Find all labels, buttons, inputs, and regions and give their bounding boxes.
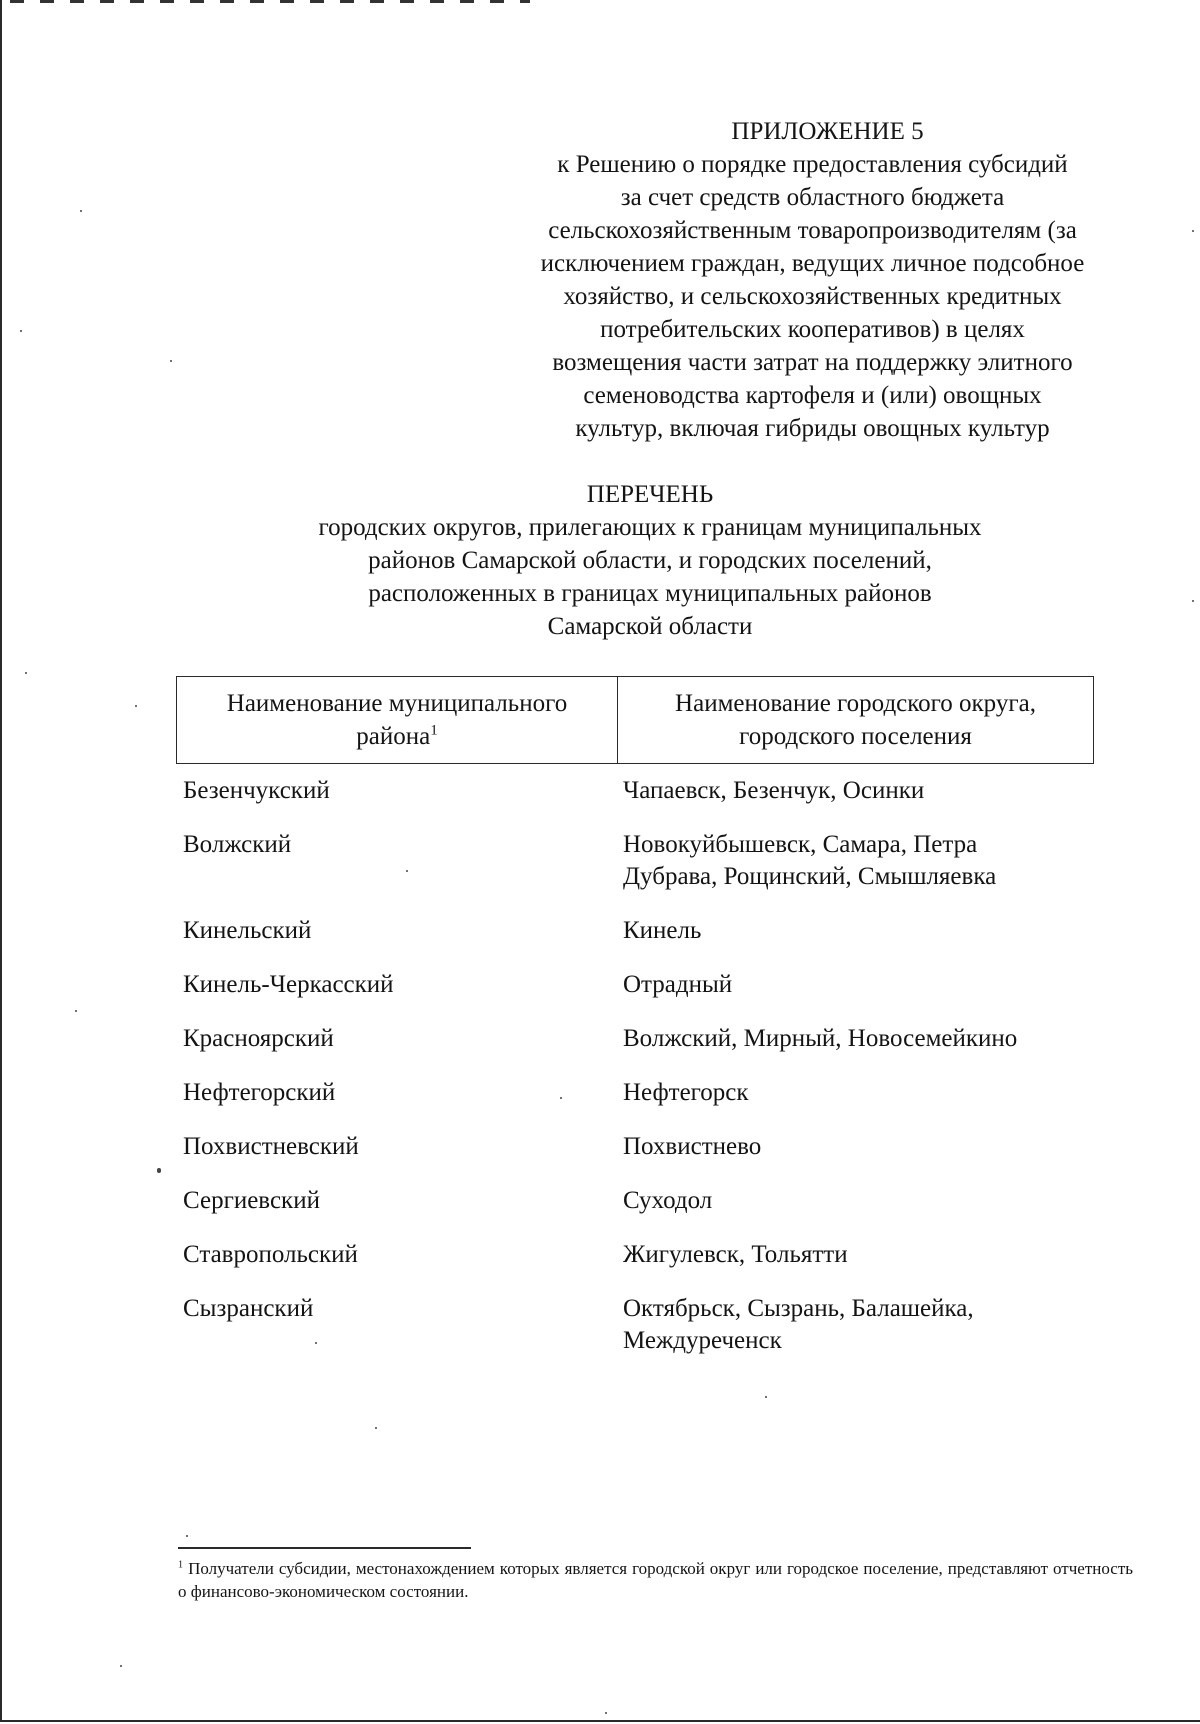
list-title-line: районов Самарской области, и городских поселений, xyxy=(368,547,932,574)
list-title-line: расположенных в границах муниципальных районов xyxy=(368,580,932,607)
table-row xyxy=(183,1077,1103,1109)
city-list xyxy=(623,1293,1103,1357)
scan-speck xyxy=(170,360,172,362)
table-row xyxy=(183,1293,1103,1357)
district-name: Волжский xyxy=(183,831,292,858)
district-name: Кинель-Черкасский xyxy=(183,971,394,998)
district-name: Безенчукский xyxy=(183,777,330,804)
city-list xyxy=(623,1185,1103,1217)
city-line: Жигулевск, Тольятти xyxy=(623,1241,848,1268)
city-line: Нефтегорск xyxy=(623,1079,749,1106)
header-city-line: Наименование городского округа, xyxy=(675,690,1036,717)
scan-speck xyxy=(157,1168,161,1173)
scan-speck xyxy=(20,330,22,332)
city-line: Чапаевск, Безенчук, Осинки xyxy=(623,777,925,804)
scan-speck xyxy=(120,1665,122,1667)
appendix-line: исключением граждан, ведущих личное подсобное xyxy=(540,250,1085,277)
table-row xyxy=(183,1023,1103,1055)
district-name: Похвистневский xyxy=(183,1133,359,1160)
table-row xyxy=(183,969,1103,1001)
appendix-line: сельскохозяйственным товаропроизводителям (за xyxy=(548,217,1077,244)
city-list xyxy=(623,1077,1103,1109)
scan-speck xyxy=(80,210,82,212)
district-name: Сызранский xyxy=(183,1295,314,1322)
footnote-mark: 1 xyxy=(178,1559,184,1571)
footnote-reference: 1 xyxy=(430,722,438,739)
table-row xyxy=(183,1239,1103,1271)
list-title-line: городских округов, прилегающих к границам муниципальных xyxy=(318,514,982,541)
scan-speck xyxy=(75,1010,77,1012)
city-line: Отрадный xyxy=(623,971,733,998)
city-line: Суходол xyxy=(623,1187,713,1214)
city-line: Похвистнево xyxy=(623,1133,762,1160)
list-title-line: Самарской области xyxy=(547,613,753,640)
header-city-line: городского поселения xyxy=(739,723,972,750)
city-line: Дубрава, Рощинский, Смышляевка xyxy=(623,863,997,890)
header-district-line: Наименование муниципального xyxy=(226,690,568,717)
district-name: Сергиевский xyxy=(183,1187,320,1214)
header-city-column xyxy=(618,677,1093,763)
table-header xyxy=(176,676,1094,764)
scan-speck xyxy=(765,1396,767,1398)
district-name: Ставропольский xyxy=(183,1241,358,1268)
city-list xyxy=(623,1131,1103,1163)
header-district-column xyxy=(177,677,618,763)
footnote xyxy=(178,1557,1133,1603)
scan-speck xyxy=(375,1427,377,1429)
city-line: Октябрьск, Сызрань, Балашейка, xyxy=(623,1295,974,1322)
list-title-block xyxy=(200,478,1100,643)
city-line: Кинель xyxy=(623,917,702,944)
appendix-line: за счет средств областного бюджета xyxy=(620,184,1005,211)
city-list xyxy=(623,969,1103,1001)
city-line: Междуреченск xyxy=(623,1327,782,1354)
appendix-line: возмещения части затрат на поддержку элитного xyxy=(552,349,1073,376)
header-district-line xyxy=(356,720,437,753)
scan-speck xyxy=(605,1712,607,1714)
table-row xyxy=(183,1185,1103,1217)
footnote-text: Получатели субсидии, местонахождением которых является городской округ или городское поселение, представляют отчетность о финансово-экономическом состоянии. xyxy=(178,1559,1134,1601)
appendix-line: культур, включая гибриды овощных культур xyxy=(575,415,1050,442)
header-district-word: района xyxy=(356,723,431,750)
appendix-line: хозяйство, и сельскохозяйственных кредитных xyxy=(563,283,1062,310)
city-list xyxy=(623,775,1103,807)
scan-edge-marks xyxy=(10,0,530,3)
table-row xyxy=(183,829,1103,893)
appendix-heading: ПРИЛОЖЕНИЕ 5 xyxy=(731,118,924,145)
district-name: Красноярский xyxy=(183,1025,334,1052)
appendix-block xyxy=(490,115,1135,445)
city-list xyxy=(623,915,1103,947)
city-line: Волжский, Мирный, Новосемейкино xyxy=(623,1025,1018,1052)
city-list xyxy=(623,829,1103,893)
scan-speck xyxy=(25,672,27,674)
city-line: Новокуйбышевск, Самара, Петра xyxy=(623,831,978,858)
district-name: Кинельский xyxy=(183,917,312,944)
list-heading: ПЕРЕЧЕНЬ xyxy=(586,481,714,508)
city-list xyxy=(623,1239,1103,1271)
scan-speck xyxy=(135,705,137,707)
scan-speck xyxy=(1192,600,1194,602)
city-list xyxy=(623,1023,1103,1055)
table-row xyxy=(183,1131,1103,1163)
scan-speck xyxy=(186,1535,188,1537)
table-row xyxy=(183,775,1103,807)
table-row xyxy=(183,915,1103,947)
footnote-separator xyxy=(178,1547,471,1549)
district-name: Нефтегорский xyxy=(183,1079,336,1106)
appendix-line: к Решению о порядке предоставления субсидий xyxy=(557,151,1068,178)
appendix-line: семеноводства картофеля и (или) овощных xyxy=(583,382,1042,409)
appendix-line: потребительских кооперативов) в целях xyxy=(600,316,1025,343)
scan-speck xyxy=(1192,230,1194,232)
table-body xyxy=(183,775,1103,1379)
